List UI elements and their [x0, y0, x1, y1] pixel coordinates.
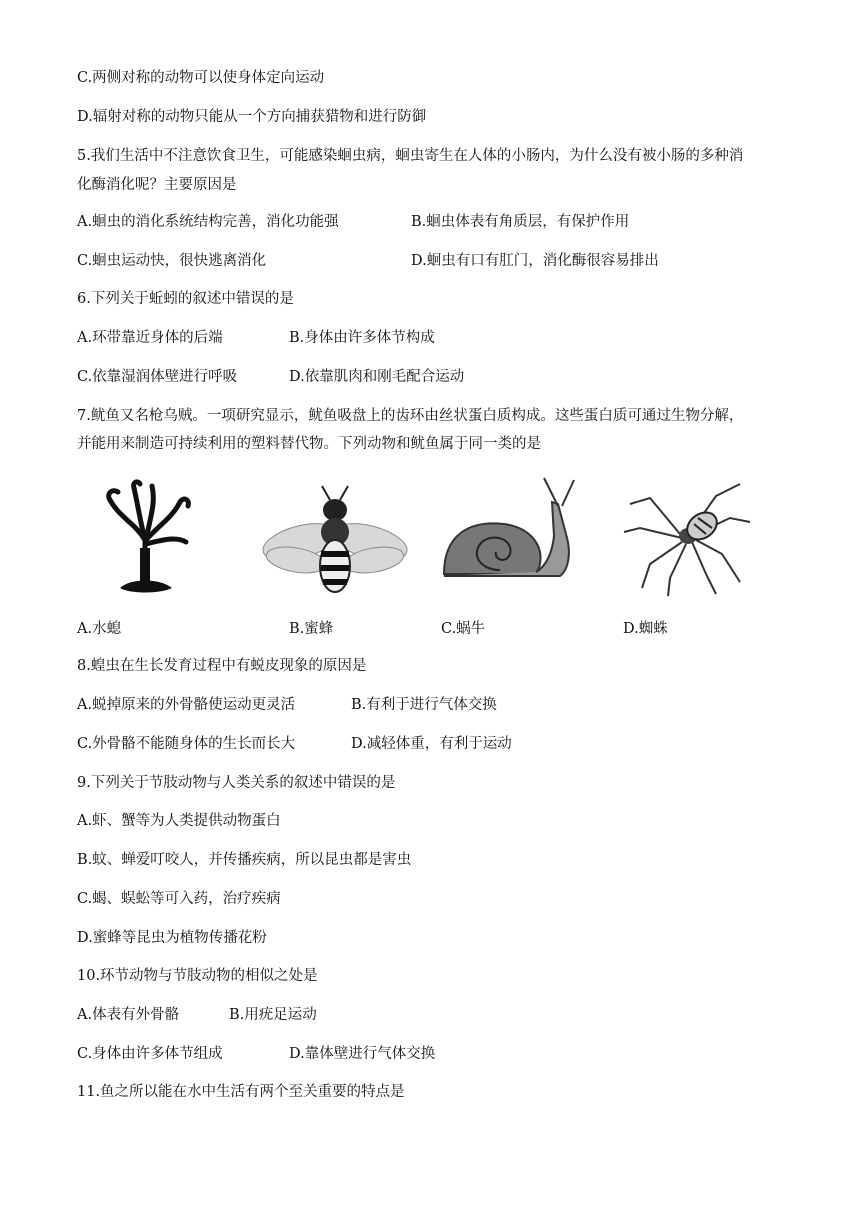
q9-stem: 9.下列关于节肢动物与人类关系的叙述中错误的是	[77, 775, 396, 791]
q4-option-d: D.辐射对称的动物只能从一个方向捕获猎物和进行防御	[77, 109, 427, 125]
q6-stem: 6.下列关于蚯蚓的叙述中错误的是	[77, 291, 294, 307]
q10-option-d: D.靠体壁进行气体交换	[289, 1046, 436, 1062]
q5-option-b: B.蛔虫体表有角质层，有保护作用	[411, 214, 630, 230]
q7-stem-line1: 7.鱿鱼又名枪乌贼。一项研究显示，鱿鱼吸盘上的齿环由丝状蛋白质构成。这些蛋白质可通过生物分解，	[77, 408, 744, 424]
q5-option-a: A.蛔虫的消化系统结构完善，消化功能强	[77, 214, 339, 230]
q8-option-c: C.外骨骼不能随身体的生长而长大	[77, 736, 296, 752]
q7-stem-line2: 并能用来制造可持续利用的塑料替代物。下列动物和鱿鱼属于同一类的是	[77, 436, 541, 452]
q8-option-b: B.有利于进行气体交换	[351, 697, 497, 713]
q10-option-b: B.用疣足运动	[229, 1007, 317, 1023]
q5-stem-line2: 化酶消化呢？主要原因是	[77, 177, 237, 193]
q6-option-a: A.环带靠近身体的后端	[77, 330, 223, 346]
q10-option-c: C.身体由许多体节组成	[77, 1046, 223, 1062]
q10-stem: 10.环节动物与节肢动物的相似之处是	[77, 968, 318, 984]
hydra-image	[90, 478, 200, 606]
q5-stem-line1: 5.我们生活中不注意饮食卫生，可能感染蛔虫病，蛔虫寄生在人体的小肠内，为什么没有被小肠的多种消	[77, 148, 744, 164]
q5-option-d: D.蛔虫有口有肛门，消化酶很容易排出	[411, 253, 659, 269]
q11-stem: 11.鱼之所以能在水中生活有两个至关重要的特点是	[77, 1084, 405, 1100]
q10-option-a: A.体表有外骨骼	[77, 1007, 180, 1023]
q8-stem: 8.蝗虫在生长发育过程中有蜕皮现象的原因是	[77, 658, 367, 674]
q6-option-c: C.依靠湿润体壁进行呼吸	[77, 369, 238, 385]
q4-option-c: C.两侧对称的动物可以使身体定向运动	[77, 70, 325, 86]
q7-option-a: A.水螅	[77, 621, 122, 637]
q7-option-d: D.蜘蛛	[623, 621, 668, 637]
q6-option-d: D.依靠肌肉和刚毛配合运动	[289, 369, 465, 385]
q5-option-c: C.蛔虫运动快，很快逃离消化	[77, 253, 267, 269]
spider-image	[620, 478, 754, 600]
snail-image	[440, 474, 582, 602]
q9-option-d: D.蜜蜂等昆虫为植物传播花粉	[77, 930, 267, 946]
q9-option-a: A.虾、蟹等为人类提供动物蛋白	[77, 813, 281, 829]
q7-option-c: C.蜗牛	[441, 621, 486, 637]
q8-option-a: A.蜕掉原来的外骨骼使运动更灵活	[77, 697, 296, 713]
q7-option-b: B.蜜蜂	[289, 621, 334, 637]
q9-option-c: C.蝎、蜈蚣等可入药，治疗疾病	[77, 891, 281, 907]
bee-image	[262, 482, 408, 606]
q9-option-b: B.蚊、蝉爱叮咬人，并传播疾病，所以昆虫都是害虫	[77, 852, 412, 868]
q6-option-b: B.身体由许多体节构成	[289, 330, 435, 346]
q8-option-d: D.减轻体重，有利于运动	[351, 736, 512, 752]
